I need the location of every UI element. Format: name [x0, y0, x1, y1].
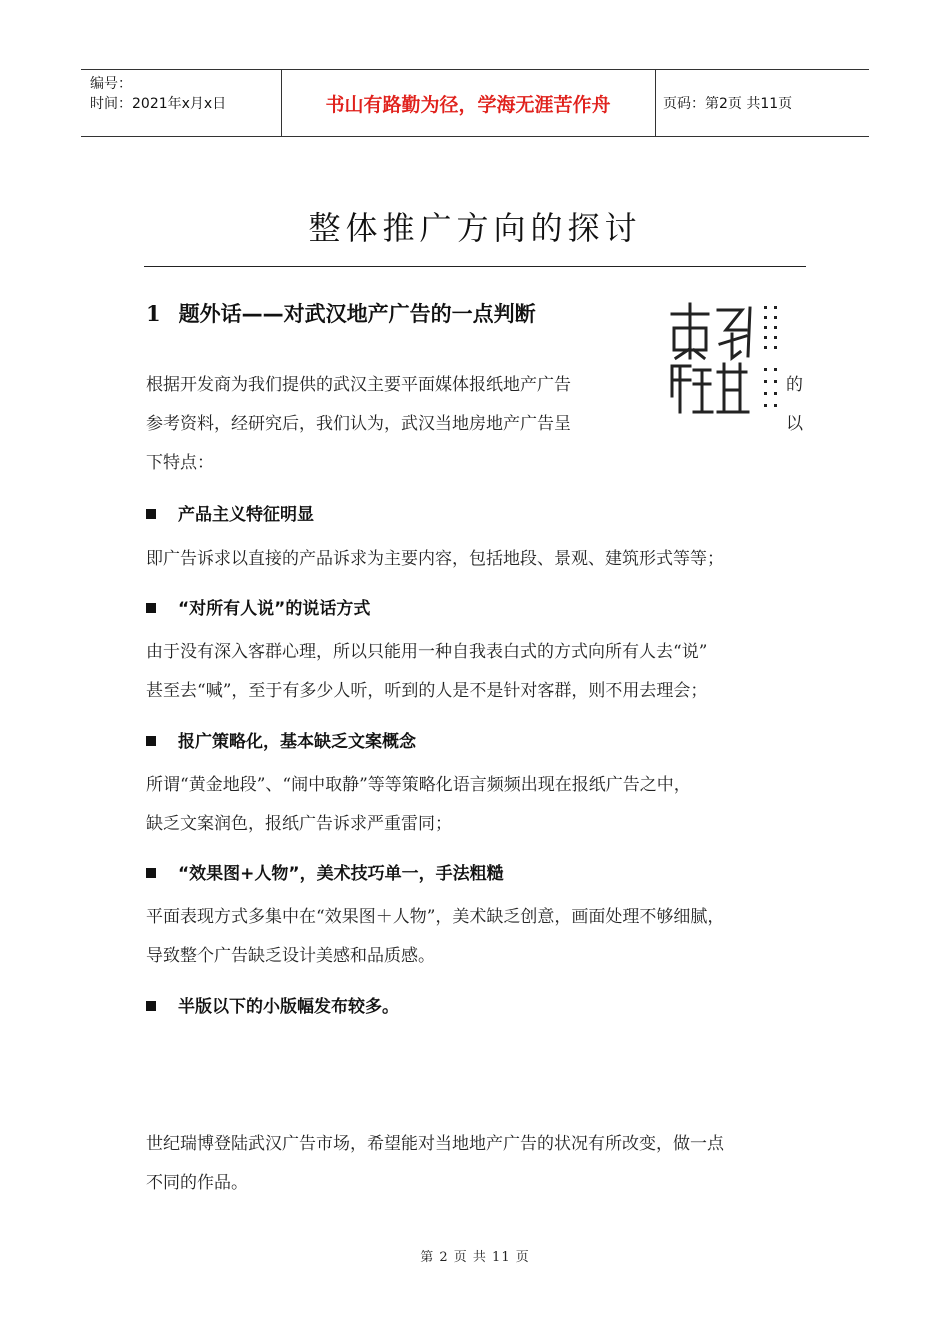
title-divider [144, 266, 806, 267]
closing-line: 世纪瑞博登陆武汉广告市场，希望能对当地地产广告的状况有所改变，做一点 [146, 1134, 724, 1154]
square-bullet-icon [146, 1001, 156, 1011]
point-heading [146, 500, 314, 525]
point-text: 即广告诉求以直接的产品诉求为主要内容，包括地段、景观、建筑形式等等； [146, 549, 724, 569]
page-footer: 第 2 页 共 11 页 [420, 1250, 530, 1265]
point-title: 半版以下的小版幅发布较多。 [178, 997, 399, 1017]
intro-line: 根据开发商为我们提供的武汉主要平面媒体报纸地产广告 [146, 375, 571, 395]
point-heading [146, 727, 416, 752]
point-title: “对所有人说”的说话方式 [178, 599, 371, 619]
square-bullet-icon [146, 509, 156, 519]
motto: 书山有路勤为径，学海无涯苦作舟 [325, 93, 611, 116]
section-heading [146, 298, 536, 328]
point-title: “效果图+人物”，美术技巧单一，手法粗糙 [178, 864, 504, 884]
section-number: 1 [146, 301, 161, 326]
intro-line: 下特点： [146, 453, 214, 473]
company-logo [668, 300, 784, 418]
number-label: 编号： [90, 76, 132, 92]
point-text: 平面表现方式多集中在“效果图＋人物”，美术缺乏创意，画面处理不够细腻， [146, 907, 725, 927]
section-title: 题外话——对武汉地产广告的一点判断 [178, 302, 536, 326]
header-table [81, 69, 869, 137]
point-text: 由于没有深入客群心理，所以只能用一种自我表白式的方式向所有人去“说” [146, 642, 708, 662]
point-heading [146, 594, 370, 619]
square-bullet-icon [146, 603, 156, 613]
square-bullet-icon [146, 868, 156, 878]
intro-line-tail: 的 [786, 375, 803, 395]
point-title: 产品主义特征明显 [178, 505, 314, 525]
page-info: 页码：第2页 共11页 [663, 96, 793, 112]
point-text: 所谓“黄金地段”、“闹中取静”等等策略化语言频频出现在报纸广告之中， [146, 775, 691, 795]
closing-line: 不同的作品。 [146, 1173, 248, 1193]
intro-line-tail: 以 [786, 414, 803, 434]
point-text: 缺乏文案润色，报纸广告诉求严重雷同； [146, 814, 452, 834]
point-heading [146, 992, 399, 1017]
point-text: 甚至去“喊”，至于有多少人听，听到的人是不是针对客群，则不用去理会； [146, 681, 708, 701]
point-text: 导致整个广告缺乏设计美感和品质感。 [146, 946, 435, 966]
intro-line: 参考资料，经研究后，我们认为，武汉当地房地产广告呈 [146, 414, 571, 434]
header-meta [90, 74, 226, 114]
point-title: 报广策略化，基本缺乏文案概念 [178, 732, 416, 752]
point-heading [146, 859, 504, 884]
square-bullet-icon [146, 736, 156, 746]
page-title: 整体推广方向的探讨 [308, 209, 642, 247]
header-divider [655, 70, 656, 136]
time-label: 时间：2021年x月x日 [90, 96, 227, 112]
